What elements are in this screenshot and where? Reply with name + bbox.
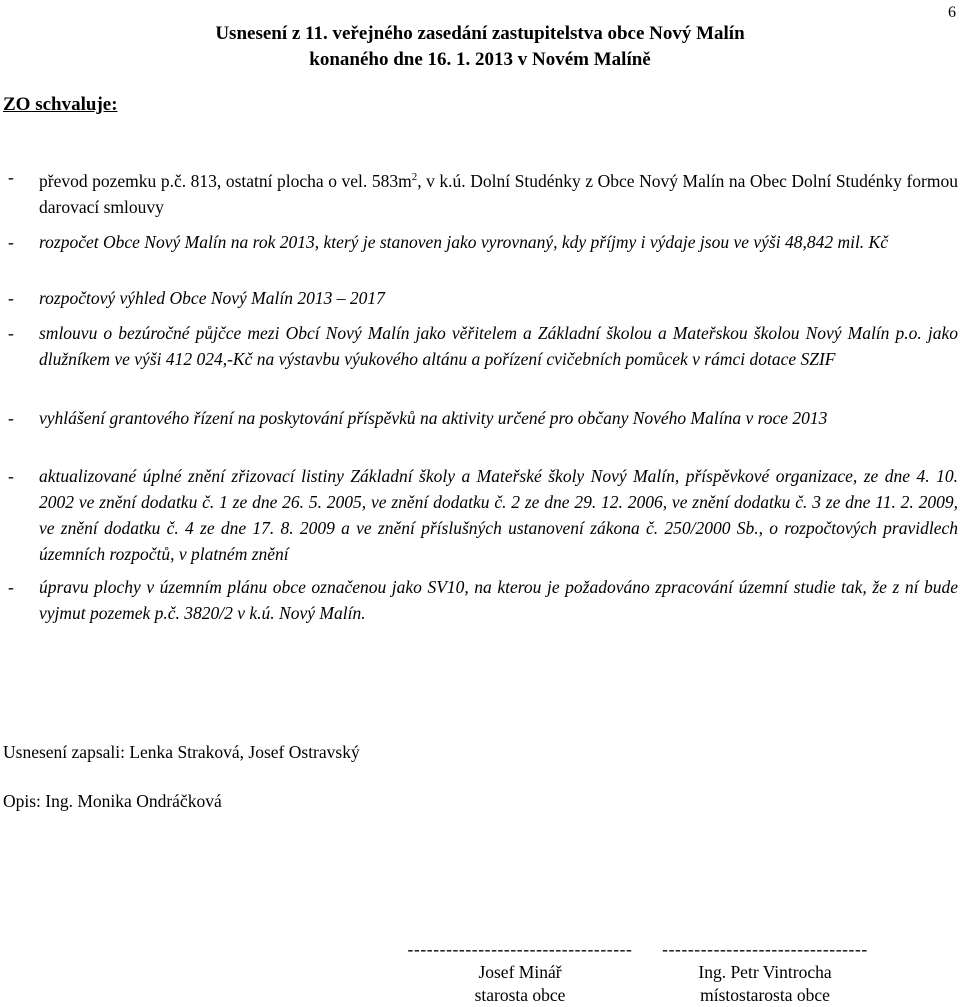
signatory-name: Ing. Petr Vintrocha	[698, 962, 832, 982]
item-bullet: -	[8, 466, 14, 486]
signature-line: --------------------------------	[662, 939, 868, 959]
item-text: převod pozemku p.č. 813, ostatní plocha o vel. $583m^2$, v k.ú. Dolní Studénky z Obce Nový Malín na Obec Dolní Studénky formou darovací smlouvy	[39, 170, 958, 217]
item-bullet: -	[8, 323, 14, 343]
item-bullet: -	[8, 288, 14, 308]
header-line-2: konaného dne 16. 1. 2013 v Novém Malíně	[309, 49, 651, 70]
page-number: 6	[948, 4, 956, 21]
section-heading: ZO schvaluje:	[3, 94, 118, 115]
item-text: rozpočtový výhled Obce Nový Malín 2013 – 2017	[39, 288, 385, 308]
signature-line: -----------------------------------	[407, 939, 633, 959]
signature-block-mayor	[400, 938, 640, 1007]
resolution-item-7	[8, 574, 958, 626]
item-text: rozpočet Obce Nový Malín na rok 2013, který je stanoven jako vyrovnaný, kdy příjmy i výdaje jsou ve výši 48,842 mil. Kč	[39, 232, 888, 252]
resolution-item-5	[8, 405, 958, 431]
resolution-item-4	[8, 320, 958, 372]
header-line-1: Usnesení z 11. veřejného zasedání zastupitelstva obce Nový Malín	[215, 23, 745, 44]
recorded-by: Usnesení zapsali: Lenka Straková, Josef Ostravský	[3, 742, 360, 762]
signature-block-deputy-mayor	[650, 938, 880, 1007]
document-header	[0, 21, 960, 73]
item-text: aktualizované úplné znění zřizovací listiny Základní školy a Mateřské školy Nový Malín, příspěvkové organizace, ze dne 4. 10. 2002 ve znění dodatku č. 1 ze dne 26. 5. 2005, ve znění dodatku č. 2 ze dne 29. 12. 2006, ve znění dodatku č. 3 ze dne 11. 2. 2009, ve znění dodatku č. 4 ze dne 17. 8. 2009 a ve znění příslušných ustanovení zákona č. 250/2000 Sb., o rozpočtových pravidlech územních rozpočtů, v platném znění	[39, 466, 958, 564]
item-text: vyhlášení grantového řízení na poskytování příspěvků na aktivity určené pro občany Nového Malína v roce 2013	[39, 408, 828, 428]
item-text: úpravu plochy v územním plánu obce označenou jako SV10, na kterou je požadováno zpracování územní studie tak, že z ní bude vyjmut pozemek p.č. 3820/2 v k.ú. Nový Malín.	[39, 577, 958, 623]
resolution-item-3	[8, 285, 958, 311]
item-bullet: -	[8, 408, 14, 428]
item-bullet: -	[8, 577, 14, 597]
item-text: smlouvu o bezúročné půjčce mezi Obcí Nový Malín jako věřitelem a Základní školou a Mateřskou školou Nový Malín p.o. jako dlužníkem ve výši 412 024,-Kč na výstavbu výukového altánu a pořízení cvičebních pomůcek v rámci dotace SZIF	[39, 323, 958, 369]
signatory-role: starosta obce	[474, 985, 566, 1005]
resolution-item-1	[8, 164, 958, 220]
copy-by: Opis: Ing. Monika Ondráčková	[3, 791, 222, 811]
signatory-role: místostarosta obce	[700, 985, 830, 1005]
signatory-name: Josef Minář	[478, 962, 562, 982]
resolution-item-2	[8, 229, 958, 255]
resolution-item-6	[8, 463, 958, 567]
item-bullet: -	[8, 167, 14, 187]
item-bullet: -	[8, 232, 14, 252]
